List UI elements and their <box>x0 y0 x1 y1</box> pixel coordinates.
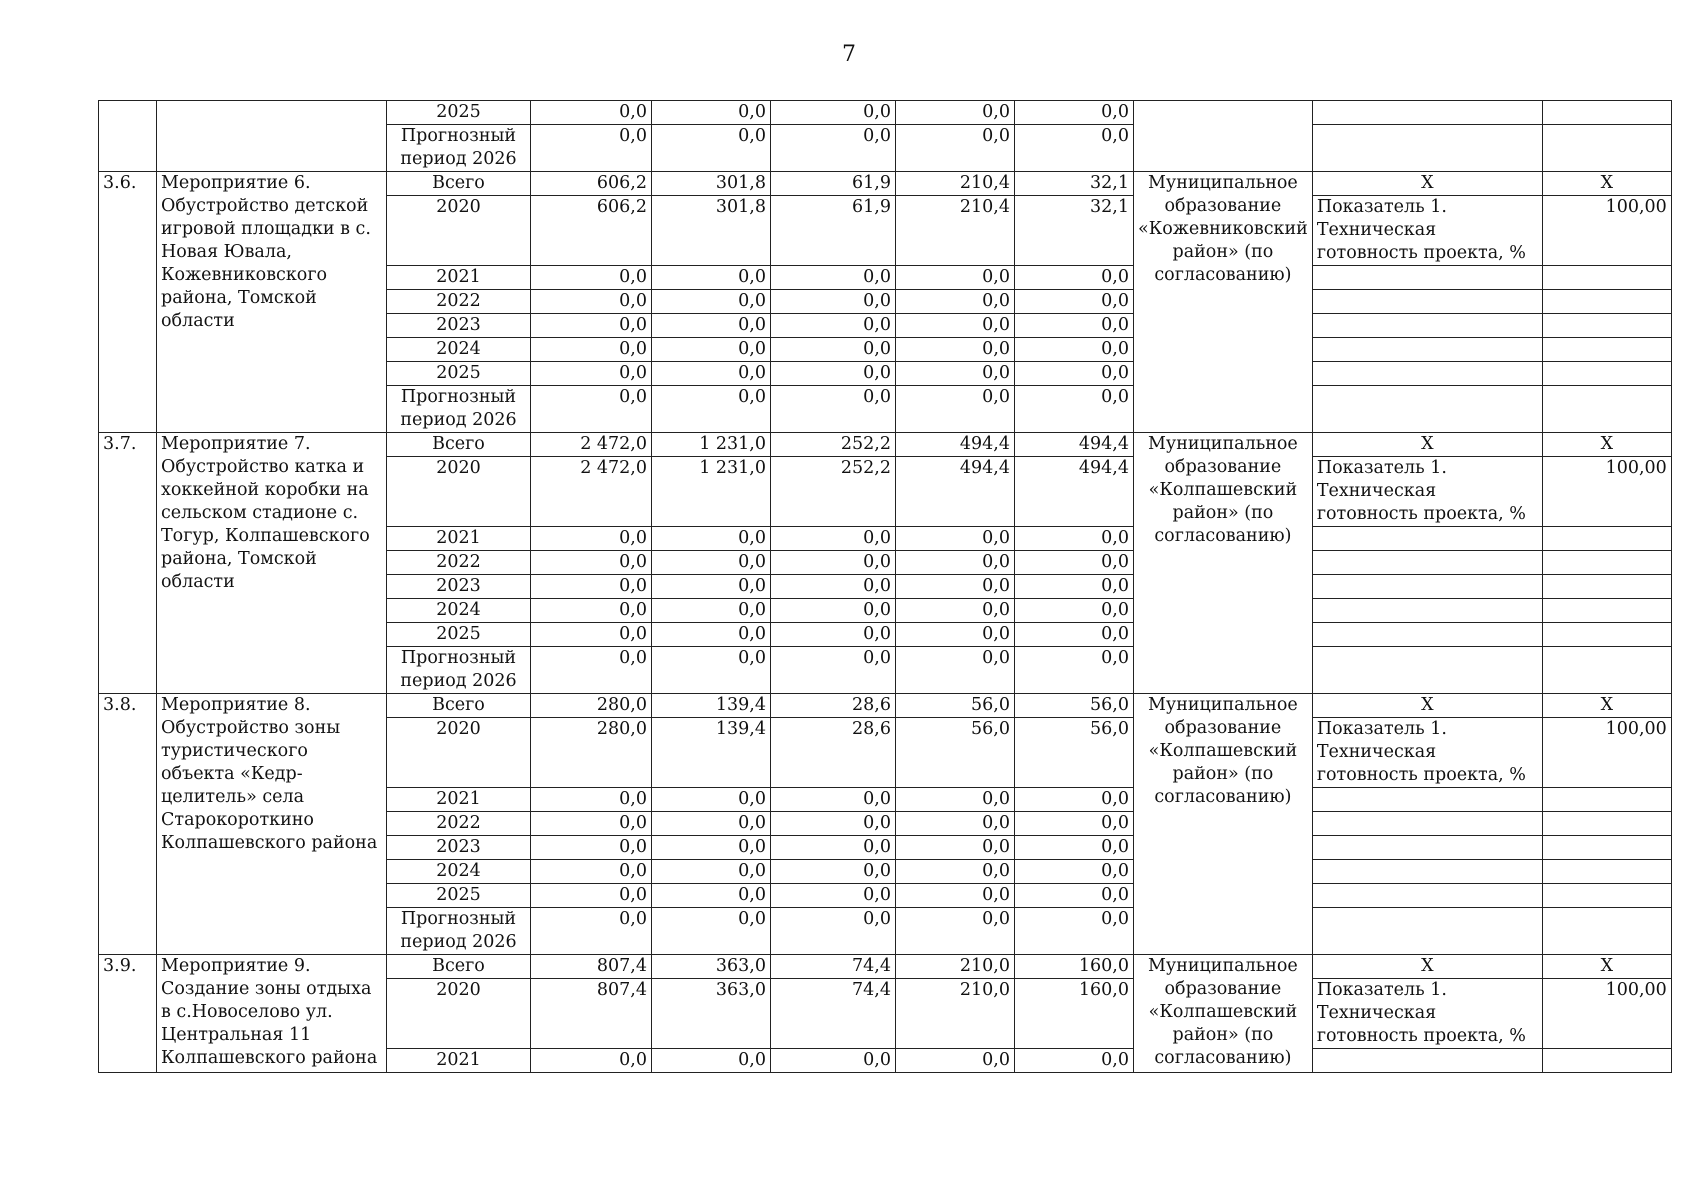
amount-cell: 0,0 <box>896 290 1015 314</box>
activity-executor: Муниципальное образование «Колпашевский район» (по согласованию) <box>1134 433 1313 694</box>
activity-executor: Муниципальное образование «Колпашевский район» (по согласованию) <box>1134 694 1313 955</box>
amount-cell: 0,0 <box>771 647 896 694</box>
amount-cell: 61,9 <box>771 196 896 266</box>
activity-code: 3.9. <box>99 955 157 1073</box>
amount-cell: 0,0 <box>896 908 1015 955</box>
amount-cell: 0,0 <box>771 527 896 551</box>
amount-cell: 0,0 <box>652 575 771 599</box>
year-cell: 2020 <box>387 457 531 527</box>
amount-cell: 280,0 <box>531 718 652 788</box>
amount-cell: 0,0 <box>771 338 896 362</box>
amount-cell: 0,0 <box>1015 527 1134 551</box>
amount-cell: 0,0 <box>1015 647 1134 694</box>
indicator-value-cell <box>1542 125 1671 172</box>
indicator-value-cell <box>1542 908 1671 955</box>
amount-cell: 494,4 <box>1015 457 1134 527</box>
amount-cell: 0,0 <box>531 623 652 647</box>
amount-cell: 0,0 <box>1015 314 1134 338</box>
indicator-cell: X <box>1312 433 1542 457</box>
indicator-value-cell <box>1542 551 1671 575</box>
amount-cell: 0,0 <box>531 314 652 338</box>
amount-cell: 252,2 <box>771 433 896 457</box>
amount-cell: 74,4 <box>771 979 896 1049</box>
amount-cell: 0,0 <box>771 860 896 884</box>
indicator-cell <box>1312 101 1542 125</box>
amount-cell: 0,0 <box>652 623 771 647</box>
amount-cell: 0,0 <box>1015 386 1134 433</box>
year-cell: Всего <box>387 433 531 457</box>
page-number: 7 <box>842 42 856 67</box>
amount-cell: 32,1 <box>1015 196 1134 266</box>
indicator-cell: X <box>1312 694 1542 718</box>
amount-cell: 0,0 <box>771 386 896 433</box>
indicator-cell <box>1312 527 1542 551</box>
amount-cell: 0,0 <box>771 599 896 623</box>
indicator-value-cell <box>1542 860 1671 884</box>
indicator-cell <box>1312 884 1542 908</box>
amount-cell: 0,0 <box>652 812 771 836</box>
program-activities-table <box>98 100 1672 1073</box>
amount-cell: 606,2 <box>531 172 652 196</box>
amount-cell: 0,0 <box>531 884 652 908</box>
amount-cell: 0,0 <box>652 1049 771 1073</box>
amount-cell: 0,0 <box>771 266 896 290</box>
year-cell: Всего <box>387 694 531 718</box>
amount-cell: 0,0 <box>652 527 771 551</box>
year-cell: 2023 <box>387 575 531 599</box>
year-cell: 2025 <box>387 623 531 647</box>
amount-cell: 0,0 <box>652 386 771 433</box>
amount-cell: 0,0 <box>531 812 652 836</box>
indicator-value-cell <box>1542 527 1671 551</box>
activity-executor: Муниципальное образование «Колпашевский район» (по согласованию) <box>1134 955 1313 1073</box>
indicator-cell: Показатель 1. Техническая готовность проекта, % <box>1312 457 1542 527</box>
amount-cell: 0,0 <box>896 1049 1015 1073</box>
amount-cell: 160,0 <box>1015 979 1134 1049</box>
table-row <box>99 172 1672 196</box>
activity-description: Мероприятие 9. Создание зоны отдыха в с.Новоселово ул. Центральная 11 Колпашевского района <box>157 955 387 1073</box>
indicator-cell <box>1312 386 1542 433</box>
table-row <box>99 101 1672 125</box>
amount-cell: 301,8 <box>652 172 771 196</box>
amount-cell: 0,0 <box>896 362 1015 386</box>
activity-code: 3.8. <box>99 694 157 955</box>
indicator-cell <box>1312 290 1542 314</box>
indicator-cell: X <box>1312 172 1542 196</box>
amount-cell: 0,0 <box>652 860 771 884</box>
amount-cell: 0,0 <box>771 125 896 172</box>
amount-cell: 301,8 <box>652 196 771 266</box>
indicator-value-cell <box>1542 386 1671 433</box>
amount-cell: 0,0 <box>652 362 771 386</box>
amount-cell: 0,0 <box>1015 290 1134 314</box>
amount-cell: 0,0 <box>896 551 1015 575</box>
indicator-value-cell <box>1542 362 1671 386</box>
indicator-value-cell <box>1542 599 1671 623</box>
amount-cell: 0,0 <box>1015 266 1134 290</box>
amount-cell: 0,0 <box>896 623 1015 647</box>
amount-cell: 363,0 <box>652 979 771 1049</box>
amount-cell: 2 472,0 <box>531 457 652 527</box>
amount-cell: 0,0 <box>652 884 771 908</box>
year-cell: 2020 <box>387 196 531 266</box>
indicator-cell <box>1312 575 1542 599</box>
executor-cell <box>1134 101 1313 172</box>
indicator-cell <box>1312 338 1542 362</box>
indicator-value-cell <box>1542 1049 1671 1073</box>
amount-cell: 0,0 <box>1015 884 1134 908</box>
amount-cell: 0,0 <box>896 386 1015 433</box>
amount-cell: 210,4 <box>896 172 1015 196</box>
amount-cell: 0,0 <box>771 788 896 812</box>
amount-cell: 74,4 <box>771 955 896 979</box>
amount-cell: 0,0 <box>652 908 771 955</box>
description-cell <box>157 101 387 172</box>
indicator-value-cell: 100,00 <box>1542 196 1671 266</box>
amount-cell: 494,4 <box>1015 433 1134 457</box>
year-cell: 2025 <box>387 101 531 125</box>
amount-cell: 0,0 <box>652 788 771 812</box>
indicator-value-cell <box>1542 314 1671 338</box>
indicator-cell <box>1312 362 1542 386</box>
amount-cell: 0,0 <box>771 101 896 125</box>
indicator-value-cell <box>1542 836 1671 860</box>
amount-cell: 0,0 <box>531 1049 652 1073</box>
year-cell: Прогнозный период 2026 <box>387 386 531 433</box>
year-cell: 2023 <box>387 314 531 338</box>
indicator-value-cell: X <box>1542 955 1671 979</box>
amount-cell: 210,0 <box>896 979 1015 1049</box>
amount-cell: 0,0 <box>531 836 652 860</box>
indicator-cell <box>1312 551 1542 575</box>
amount-cell: 0,0 <box>652 101 771 125</box>
amount-cell: 0,0 <box>531 788 652 812</box>
amount-cell: 0,0 <box>896 527 1015 551</box>
indicator-value-cell <box>1542 884 1671 908</box>
amount-cell: 28,6 <box>771 718 896 788</box>
amount-cell: 0,0 <box>1015 338 1134 362</box>
amount-cell: 0,0 <box>896 125 1015 172</box>
amount-cell: 0,0 <box>531 290 652 314</box>
amount-cell: 0,0 <box>531 860 652 884</box>
amount-cell: 139,4 <box>652 694 771 718</box>
indicator-cell <box>1312 125 1542 172</box>
indicator-value-cell <box>1542 338 1671 362</box>
activity-executor: Муниципальное образование «Кожевниковский район» (по согласованию) <box>1134 172 1313 433</box>
amount-cell: 0,0 <box>531 101 652 125</box>
amount-cell: 0,0 <box>771 362 896 386</box>
amount-cell: 0,0 <box>771 812 896 836</box>
indicator-cell <box>1312 860 1542 884</box>
year-cell: 2021 <box>387 266 531 290</box>
year-cell: 2022 <box>387 551 531 575</box>
amount-cell: 139,4 <box>652 718 771 788</box>
amount-cell: 0,0 <box>771 884 896 908</box>
table-row <box>99 694 1672 718</box>
indicator-value-cell <box>1542 812 1671 836</box>
indicator-value-cell <box>1542 290 1671 314</box>
amount-cell: 0,0 <box>652 338 771 362</box>
amount-cell: 160,0 <box>1015 955 1134 979</box>
indicator-value-cell <box>1542 623 1671 647</box>
amount-cell: 252,2 <box>771 457 896 527</box>
amount-cell: 0,0 <box>652 125 771 172</box>
indicator-value-cell: 100,00 <box>1542 457 1671 527</box>
amount-cell: 807,4 <box>531 979 652 1049</box>
code-cell <box>99 101 157 172</box>
indicator-cell <box>1312 266 1542 290</box>
indicator-value-cell: X <box>1542 172 1671 196</box>
amount-cell: 280,0 <box>531 694 652 718</box>
year-cell: 2022 <box>387 812 531 836</box>
year-cell: 2023 <box>387 836 531 860</box>
activity-description: Мероприятие 7. Обустройство катка и хоккейной коробки на сельском стадионе с. Тогур, Колпашевского района, Томской области <box>157 433 387 694</box>
year-cell: Прогнозный период 2026 <box>387 125 531 172</box>
indicator-cell <box>1312 599 1542 623</box>
amount-cell: 0,0 <box>1015 788 1134 812</box>
amount-cell: 0,0 <box>896 812 1015 836</box>
year-cell: 2021 <box>387 1049 531 1073</box>
year-cell: Прогнозный период 2026 <box>387 647 531 694</box>
activity-description: Мероприятие 8. Обустройство зоны туристического объекта «Кедр-целитель» села Старокороткино Колпашевского района <box>157 694 387 955</box>
amount-cell: 0,0 <box>1015 362 1134 386</box>
amount-cell: 28,6 <box>771 694 896 718</box>
amount-cell: 56,0 <box>1015 694 1134 718</box>
indicator-value-cell: 100,00 <box>1542 718 1671 788</box>
amount-cell: 0,0 <box>771 623 896 647</box>
amount-cell: 0,0 <box>896 788 1015 812</box>
year-cell: 2021 <box>387 788 531 812</box>
amount-cell: 0,0 <box>896 101 1015 125</box>
amount-cell: 0,0 <box>896 836 1015 860</box>
indicator-cell <box>1312 647 1542 694</box>
indicator-cell: Показатель 1. Техническая готовность проекта, % <box>1312 196 1542 266</box>
amount-cell: 0,0 <box>652 599 771 623</box>
year-cell: 2021 <box>387 527 531 551</box>
year-cell: 2024 <box>387 860 531 884</box>
amount-cell: 0,0 <box>531 362 652 386</box>
year-cell: 2025 <box>387 884 531 908</box>
amount-cell: 0,0 <box>896 575 1015 599</box>
activity-description: Мероприятие 6. Обустройство детской игровой площадки в с. Новая Ювала, Кожевниковского района, Томской области <box>157 172 387 433</box>
indicator-cell <box>1312 836 1542 860</box>
indicator-cell <box>1312 623 1542 647</box>
amount-cell: 56,0 <box>896 694 1015 718</box>
activity-code: 3.7. <box>99 433 157 694</box>
amount-cell: 0,0 <box>896 314 1015 338</box>
amount-cell: 0,0 <box>531 527 652 551</box>
table-row <box>99 433 1672 457</box>
amount-cell: 0,0 <box>1015 908 1134 955</box>
amount-cell: 2 472,0 <box>531 433 652 457</box>
amount-cell: 0,0 <box>652 266 771 290</box>
amount-cell: 0,0 <box>531 125 652 172</box>
amount-cell: 210,0 <box>896 955 1015 979</box>
amount-cell: 0,0 <box>531 386 652 433</box>
amount-cell: 0,0 <box>771 551 896 575</box>
amount-cell: 0,0 <box>531 599 652 623</box>
amount-cell: 363,0 <box>652 955 771 979</box>
amount-cell: 0,0 <box>652 647 771 694</box>
amount-cell: 0,0 <box>896 266 1015 290</box>
indicator-cell <box>1312 1049 1542 1073</box>
indicator-cell <box>1312 788 1542 812</box>
indicator-value-cell <box>1542 788 1671 812</box>
indicator-cell <box>1312 314 1542 338</box>
amount-cell: 0,0 <box>652 836 771 860</box>
year-cell: 2025 <box>387 362 531 386</box>
amount-cell: 0,0 <box>1015 551 1134 575</box>
year-cell: 2020 <box>387 718 531 788</box>
amount-cell: 0,0 <box>531 575 652 599</box>
indicator-cell: X <box>1312 955 1542 979</box>
amount-cell: 0,0 <box>1015 125 1134 172</box>
amount-cell: 494,4 <box>896 433 1015 457</box>
amount-cell: 1 231,0 <box>652 433 771 457</box>
table-row <box>99 955 1672 979</box>
amount-cell: 0,0 <box>771 314 896 338</box>
amount-cell: 0,0 <box>771 836 896 860</box>
amount-cell: 32,1 <box>1015 172 1134 196</box>
year-cell: 2024 <box>387 599 531 623</box>
amount-cell: 0,0 <box>652 551 771 575</box>
amount-cell: 1 231,0 <box>652 457 771 527</box>
indicator-cell: Показатель 1. Техническая готовность проекта, % <box>1312 979 1542 1049</box>
indicator-cell <box>1312 812 1542 836</box>
amount-cell: 0,0 <box>1015 623 1134 647</box>
amount-cell: 0,0 <box>896 338 1015 362</box>
amount-cell: 0,0 <box>896 599 1015 623</box>
amount-cell: 56,0 <box>1015 718 1134 788</box>
year-cell: 2022 <box>387 290 531 314</box>
amount-cell: 0,0 <box>896 884 1015 908</box>
amount-cell: 494,4 <box>896 457 1015 527</box>
amount-cell: 0,0 <box>771 908 896 955</box>
amount-cell: 0,0 <box>1015 812 1134 836</box>
amount-cell: 807,4 <box>531 955 652 979</box>
amount-cell: 0,0 <box>531 266 652 290</box>
amount-cell: 0,0 <box>771 290 896 314</box>
amount-cell: 0,0 <box>531 551 652 575</box>
indicator-cell <box>1312 908 1542 955</box>
indicator-value-cell <box>1542 647 1671 694</box>
amount-cell: 0,0 <box>771 575 896 599</box>
amount-cell: 0,0 <box>531 908 652 955</box>
amount-cell: 0,0 <box>1015 599 1134 623</box>
amount-cell: 0,0 <box>652 290 771 314</box>
amount-cell: 0,0 <box>1015 860 1134 884</box>
indicator-value-cell <box>1542 575 1671 599</box>
amount-cell: 0,0 <box>1015 575 1134 599</box>
amount-cell: 56,0 <box>896 718 1015 788</box>
indicator-value-cell <box>1542 266 1671 290</box>
amount-cell: 0,0 <box>896 860 1015 884</box>
year-cell: Всего <box>387 955 531 979</box>
amount-cell: 606,2 <box>531 196 652 266</box>
amount-cell: 0,0 <box>531 338 652 362</box>
amount-cell: 0,0 <box>1015 836 1134 860</box>
amount-cell: 0,0 <box>896 647 1015 694</box>
year-cell: 2024 <box>387 338 531 362</box>
amount-cell: 0,0 <box>1015 1049 1134 1073</box>
indicator-cell: Показатель 1. Техническая готовность проекта, % <box>1312 718 1542 788</box>
amount-cell: 210,4 <box>896 196 1015 266</box>
indicator-value-cell: X <box>1542 694 1671 718</box>
year-cell: Всего <box>387 172 531 196</box>
indicator-value-cell: 100,00 <box>1542 979 1671 1049</box>
amount-cell: 61,9 <box>771 172 896 196</box>
year-cell: Прогнозный период 2026 <box>387 908 531 955</box>
activity-code: 3.6. <box>99 172 157 433</box>
amount-cell: 0,0 <box>531 647 652 694</box>
amount-cell: 0,0 <box>771 1049 896 1073</box>
amount-cell: 0,0 <box>652 314 771 338</box>
year-cell: 2020 <box>387 979 531 1049</box>
indicator-value-cell: X <box>1542 433 1671 457</box>
amount-cell: 0,0 <box>1015 101 1134 125</box>
indicator-value-cell <box>1542 101 1671 125</box>
